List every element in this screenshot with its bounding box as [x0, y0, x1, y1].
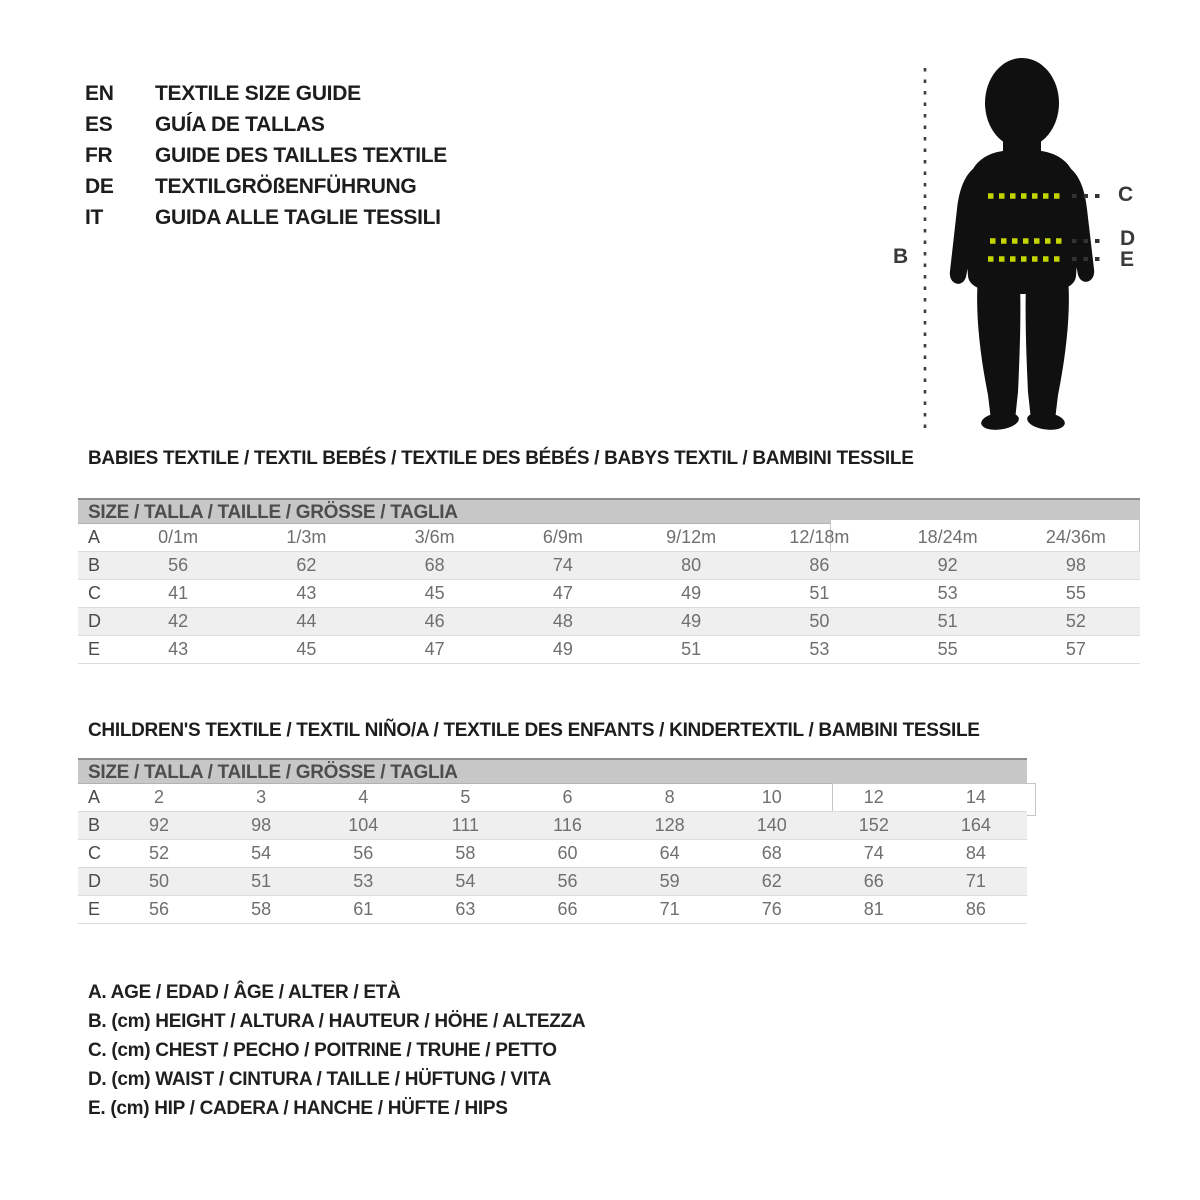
size-cell: 45 [424, 583, 445, 603]
size-cell: 111 [451, 815, 480, 835]
size-cell: 48 [552, 611, 573, 631]
language-row [85, 109, 447, 140]
language-row [85, 140, 447, 171]
size-cell: 49 [681, 583, 702, 603]
table-row [78, 636, 1140, 664]
language-row [85, 78, 447, 109]
torso [965, 150, 1080, 295]
size-cell: 128 [654, 815, 685, 835]
language-code: FR [85, 144, 113, 167]
children-size-table [78, 758, 1027, 924]
size-cell: 53 [937, 583, 958, 603]
language-row [85, 202, 447, 233]
table-row [78, 840, 1027, 868]
size-cell: 98 [251, 815, 272, 835]
size-cell: 43 [168, 639, 189, 659]
size-cell: 61 [353, 899, 374, 919]
size-cell: 52 [1065, 611, 1086, 631]
size-cell: 45 [296, 639, 317, 659]
size-cell: 4 [358, 787, 369, 807]
size-cell: 8 [664, 787, 675, 807]
size-cell: 52 [149, 843, 170, 863]
size-cell: 2 [154, 787, 165, 807]
size-cell: 6 [562, 787, 573, 807]
size-cell: 41 [168, 583, 189, 603]
size-cell: 92 [937, 555, 958, 575]
table-row [78, 524, 1140, 552]
size-cell: 24/36m [1045, 527, 1106, 547]
size-cell: 86 [809, 555, 830, 575]
size-cell: 74 [863, 843, 884, 863]
size-cell: 50 [149, 871, 170, 891]
row-label: B [88, 815, 101, 835]
row-label: E [88, 639, 101, 659]
size-cell: 71 [965, 871, 986, 891]
table-row [78, 608, 1140, 636]
size-cell: 71 [659, 899, 680, 919]
legend-hip: E. (cm) HIP / CADERA / HANCHE / HÜFTE / HIPS [88, 1098, 508, 1119]
size-cell: 12 [863, 787, 884, 807]
size-cell: 66 [863, 871, 884, 891]
size-cell: 92 [149, 815, 170, 835]
left-leg [977, 278, 1020, 420]
size-cell: 49 [552, 639, 573, 659]
size-cell: 58 [251, 899, 272, 919]
size-cell: 49 [681, 611, 702, 631]
row-label: D [88, 871, 101, 891]
guide-title-it: GUIDA ALLE TAGLIE TESSILI [155, 206, 441, 229]
table-row [78, 552, 1140, 580]
size-cell: 46 [424, 611, 445, 631]
size-cell: 44 [296, 611, 317, 631]
size-cell: 86 [965, 899, 986, 919]
legend-waist: D. (cm) WAIST / CINTURA / TAILLE / HÜFTUNG / VITA [88, 1069, 552, 1090]
size-cell: 47 [552, 583, 573, 603]
size-cell: 1/3m [286, 527, 327, 547]
row-label: C [88, 583, 101, 603]
row-label: A [88, 787, 101, 807]
size-cell: 43 [296, 583, 317, 603]
size-cell: 58 [455, 843, 476, 863]
hip-label: E [1120, 248, 1134, 271]
babies-table-header: SIZE / TALLA / TAILLE / GRÖSSE / TAGLIA [78, 498, 1140, 524]
size-cell: 59 [659, 871, 680, 891]
size-cell: 62 [296, 555, 317, 575]
row-label: D [88, 611, 101, 631]
legend-chest: C. (cm) CHEST / PECHO / POITRINE / TRUHE / PETTO [88, 1040, 557, 1061]
size-cell: 152 [858, 815, 889, 835]
legend-age: A. AGE / EDAD / ÂGE / ALTER / ETÀ [88, 982, 401, 1003]
size-cell: 81 [863, 899, 884, 919]
size-cell: 51 [937, 611, 958, 631]
size-cell: 18/24m [917, 527, 978, 547]
table-row [78, 868, 1027, 896]
row-label: E [88, 899, 101, 919]
row-label: A [88, 527, 101, 547]
height-label: B [893, 245, 908, 268]
size-cell: 55 [1065, 583, 1086, 603]
size-cell: 68 [761, 843, 782, 863]
babies-section-title: BABIES TEXTILE / TEXTIL BEBÉS / TEXTILE DES BÉBÉS / BABYS TEXTIL / BAMBINI TESSILE [88, 448, 914, 469]
size-cell: 76 [761, 899, 782, 919]
size-cell: 10 [761, 787, 782, 807]
size-cell: 0/1m [158, 527, 199, 547]
size-cell: 60 [557, 843, 578, 863]
size-cell: 47 [424, 639, 445, 659]
size-cell: 9/12m [666, 527, 717, 547]
guide-title-es: GUÍA DE TALLAS [155, 113, 325, 136]
size-cell: 68 [424, 555, 445, 575]
language-row [85, 171, 447, 202]
guide-title-en: TEXTILE SIZE GUIDE [155, 82, 361, 105]
language-code: ES [85, 113, 113, 136]
size-cell: 80 [681, 555, 702, 575]
table-row [78, 896, 1027, 924]
children-table-header: SIZE / TALLA / TAILLE / GRÖSSE / TAGLIA [78, 758, 1027, 784]
child-silhouette [950, 58, 1094, 432]
size-cell: 54 [455, 871, 476, 891]
size-cell: 64 [659, 843, 680, 863]
size-cell: 63 [455, 899, 476, 919]
head [985, 58, 1059, 148]
legend-height: B. (cm) HEIGHT / ALTURA / HAUTEUR / HÖHE / ALTEZZA [88, 1011, 586, 1032]
size-cell: 14 [965, 787, 986, 807]
babies-size-table [78, 498, 1140, 664]
chest-label: C [1118, 183, 1133, 206]
language-code: DE [85, 175, 114, 198]
row-label: C [88, 843, 101, 863]
size-cell: 6/9m [542, 527, 583, 547]
size-cell: 66 [557, 899, 578, 919]
size-cell: 51 [251, 871, 272, 891]
size-cell: 3/6m [414, 527, 455, 547]
waist-label: D [1120, 227, 1135, 250]
size-cell: 56 [149, 899, 170, 919]
row-label: B [88, 555, 101, 575]
size-cell: 50 [809, 611, 830, 631]
size-cell: 57 [1065, 639, 1086, 659]
language-title-list [85, 78, 447, 233]
size-cell: 5 [460, 787, 471, 807]
size-cell: 56 [353, 843, 374, 863]
measurement-legend [88, 978, 585, 1123]
babies-table-body [78, 524, 1140, 664]
size-cell: 51 [681, 639, 702, 659]
size-cell: 55 [937, 639, 958, 659]
right-leg [1026, 278, 1069, 420]
table-row [78, 580, 1140, 608]
size-cell: 74 [552, 555, 573, 575]
size-cell: 42 [168, 611, 189, 631]
size-cell: 53 [809, 639, 830, 659]
measurement-figure [890, 50, 1190, 445]
size-cell: 3 [256, 787, 267, 807]
children-section-title: CHILDREN'S TEXTILE / TEXTIL NIÑO/A / TEXTILE DES ENFANTS / KINDERTEXTIL / BAMBINI TESSILE [88, 720, 980, 741]
child-silhouette-graphic [890, 50, 1150, 440]
size-cell: 84 [965, 843, 986, 863]
language-code: EN [85, 82, 114, 105]
size-cell: 53 [353, 871, 374, 891]
size-cell: 140 [756, 815, 787, 835]
size-cell: 98 [1065, 555, 1086, 575]
size-cell: 12/18m [789, 527, 850, 547]
size-cell: 51 [809, 583, 830, 603]
language-code: IT [85, 206, 104, 229]
guide-title-fr: GUIDE DES TAILLES TEXTILE [155, 144, 447, 167]
size-cell: 104 [348, 815, 379, 835]
size-cell: 56 [557, 871, 578, 891]
size-cell: 116 [553, 815, 582, 835]
size-cell: 164 [960, 815, 991, 835]
table-row [78, 784, 1027, 812]
guide-title-de: TEXTILGRÖßENFÜHRUNG [155, 175, 417, 198]
size-cell: 54 [251, 843, 272, 863]
size-cell: 56 [168, 555, 189, 575]
children-table-body [78, 784, 1027, 924]
size-cell: 62 [761, 871, 782, 891]
table-row [78, 812, 1027, 840]
